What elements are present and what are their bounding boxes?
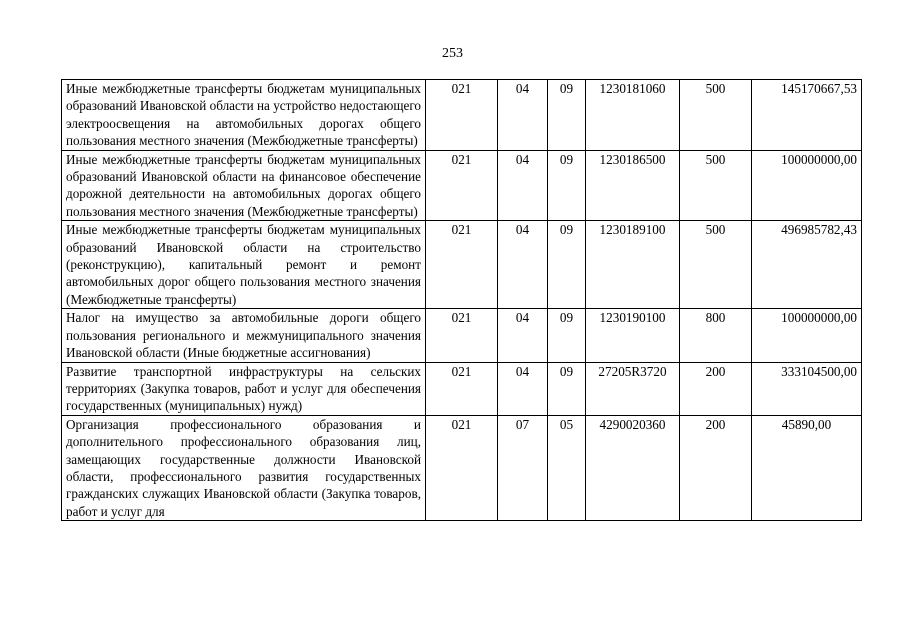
table-row — [62, 150, 862, 221]
subsection-code: 05 — [548, 415, 586, 520]
row-description: Налог на имущество за автомобильные дороги общего пользования регионального и межмуниципального значения Ивановской области (Иные бюджетные ассигнования) — [62, 309, 426, 362]
expense-type-code: 200 — [680, 362, 752, 415]
amount: 45890,00 — [752, 415, 862, 520]
target-article-code: 1230186500 — [586, 150, 680, 221]
ministry-code: 021 — [426, 362, 498, 415]
expense-type-code: 500 — [680, 150, 752, 221]
amount: 100000000,00 — [752, 309, 862, 362]
expense-type-code: 800 — [680, 309, 752, 362]
table-row — [62, 415, 862, 520]
expense-type-code: 500 — [680, 221, 752, 309]
table-row — [62, 221, 862, 309]
section-code: 04 — [498, 150, 548, 221]
row-description: Иные межбюджетные трансферты бюджетам муниципальных образований Ивановской области на устройство недостающего электроосвещения на автомобильных дорогах общего пользования местного значения (Межбюджетные трансферты) — [62, 80, 426, 151]
target-article-code: 27205R3720 — [586, 362, 680, 415]
section-code: 04 — [498, 221, 548, 309]
target-article-code: 1230181060 — [586, 80, 680, 151]
subsection-code: 09 — [548, 150, 586, 221]
ministry-code: 021 — [426, 80, 498, 151]
amount: 145170667,53 — [752, 80, 862, 151]
row-description: Организация профессионального образования и дополнительного профессионального образования лиц, замещающих государственные должности Ивановской области, профессионального развития государственных гражданских служащих Ивановской области (Закупка товаров, работ и услуг для — [62, 415, 426, 520]
expense-type-code: 200 — [680, 415, 752, 520]
page-number: 253 — [442, 46, 463, 61]
subsection-code: 09 — [548, 309, 586, 362]
section-code: 04 — [498, 80, 548, 151]
table-row — [62, 309, 862, 362]
table-row — [62, 80, 862, 151]
target-article-code: 4290020360 — [586, 415, 680, 520]
amount: 496985782,43 — [752, 221, 862, 309]
amount: 100000000,00 — [752, 150, 862, 221]
subsection-code: 09 — [548, 80, 586, 151]
section-code: 07 — [498, 415, 548, 520]
section-code: 04 — [498, 362, 548, 415]
ministry-code: 021 — [426, 150, 498, 221]
table-row — [62, 362, 862, 415]
ministry-code: 021 — [426, 221, 498, 309]
budget-table — [61, 79, 862, 521]
section-code: 04 — [498, 309, 548, 362]
target-article-code: 1230190100 — [586, 309, 680, 362]
ministry-code: 021 — [426, 415, 498, 520]
row-description: Иные межбюджетные трансферты бюджетам муниципальных образований Ивановской области на финансовое обеспечение дорожной деятельности на автомобильных дорогах общего пользования местного значения (Межбюджетные трансферты) — [62, 150, 426, 221]
target-article-code: 1230189100 — [586, 221, 680, 309]
subsection-code: 09 — [548, 362, 586, 415]
ministry-code: 021 — [426, 309, 498, 362]
row-description: Иные межбюджетные трансферты бюджетам муниципальных образований Ивановской области на строительство (реконструкцию), капитальный ремонт и ремонт автомобильных дорог общего пользования местного значения (Межбюджетные трансферты) — [62, 221, 426, 309]
subsection-code: 09 — [548, 221, 586, 309]
amount: 333104500,00 — [752, 362, 862, 415]
row-description: Развитие транспортной инфраструктуры на сельских территориях (Закупка товаров, работ и услуг для обеспечения государственных (муниципальных) нужд) — [62, 362, 426, 415]
expense-type-code: 500 — [680, 80, 752, 151]
